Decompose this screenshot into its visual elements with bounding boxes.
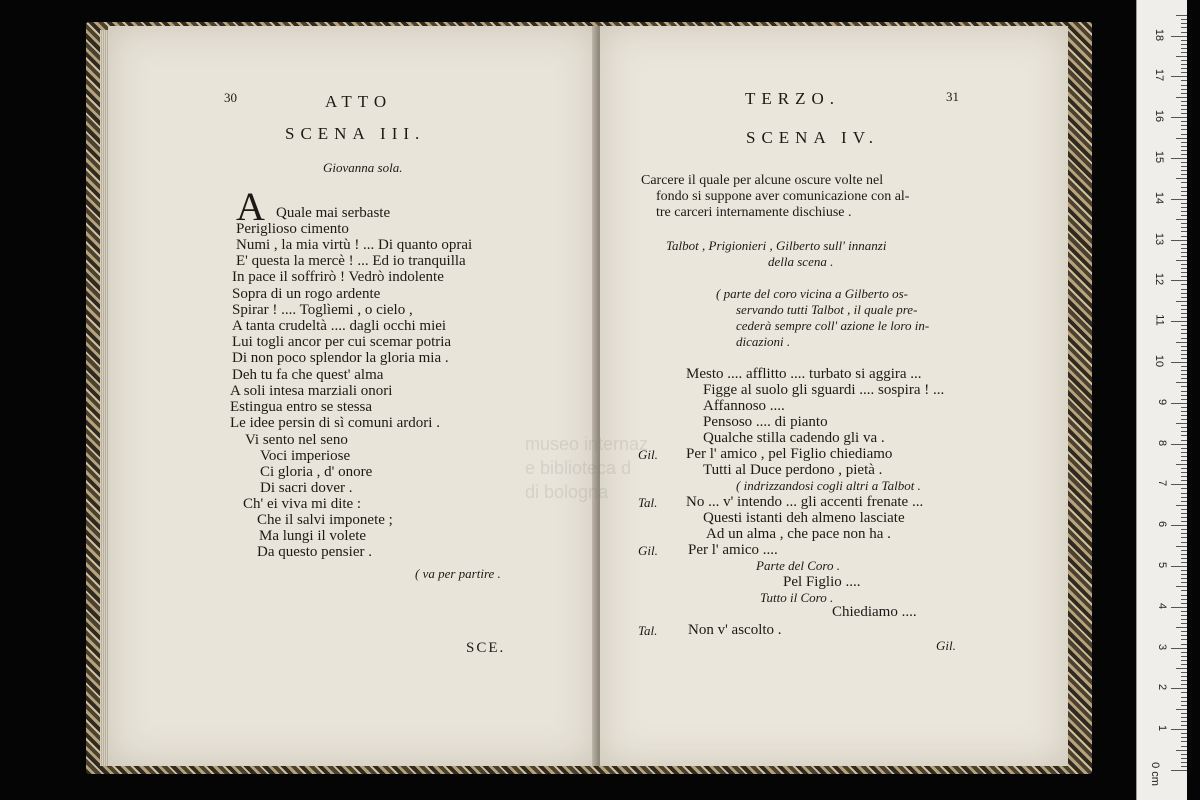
text-line: E' questa la mercè ! ... Ed io tranquilla	[236, 253, 466, 269]
ruler-tick	[1181, 488, 1187, 489]
ruler-tick	[1171, 117, 1187, 118]
ruler-tick	[1181, 378, 1187, 379]
ruler-tick	[1181, 558, 1187, 559]
ruler-number: 5	[1155, 561, 1168, 569]
ruler-number: 17	[1152, 69, 1165, 82]
ruler-tick	[1181, 652, 1187, 653]
ruler-number: 4	[1155, 602, 1168, 609]
ruler-tick	[1181, 746, 1187, 747]
ruler-number: 6	[1155, 521, 1168, 528]
ruler-tick	[1181, 244, 1187, 245]
right-running-header: TERZO.	[745, 89, 841, 108]
ruler-tick	[1181, 599, 1187, 600]
ruler-tick	[1171, 566, 1187, 567]
ruler-tick	[1181, 182, 1187, 183]
ruler-tick	[1181, 395, 1187, 396]
dialogue-text: Tutti al Duce perdono , pietà .	[703, 462, 883, 478]
ruler-tick	[1181, 513, 1187, 514]
ruler-tick	[1181, 80, 1187, 81]
dialogue-text: Per l' amico ....	[688, 542, 778, 558]
left-scene-title: SCENA III.	[285, 124, 426, 143]
ruler-tick	[1181, 717, 1187, 718]
ruler-tick	[1176, 138, 1187, 139]
text-line: Deh tu fa che quest' alma	[232, 367, 384, 383]
dialogue-text: Chiediamo ....	[832, 604, 917, 620]
drop-cap: A	[236, 184, 265, 229]
ruler-tick	[1181, 635, 1187, 636]
ruler-tick	[1181, 713, 1187, 714]
ruler-tick	[1181, 684, 1187, 685]
ruler-tick	[1181, 227, 1187, 228]
ruler-tick	[1181, 93, 1187, 94]
ruler-tick	[1181, 737, 1187, 738]
ruler-tick	[1181, 105, 1187, 106]
setting-line: Carcere il quale per alcune oscure volte nel	[641, 173, 884, 188]
ruler-tick	[1181, 333, 1187, 334]
ruler-tick	[1181, 121, 1187, 122]
ruler-tick	[1181, 313, 1187, 314]
ruler-tick	[1181, 252, 1187, 253]
ruler-tick	[1181, 309, 1187, 310]
ruler-tick	[1176, 342, 1187, 343]
ruler-number: 3	[1155, 643, 1168, 650]
watermark-line: di bologna	[525, 482, 609, 502]
ruler-tick	[1181, 407, 1187, 408]
ruler-tick	[1181, 501, 1187, 502]
ruler-tick	[1181, 162, 1187, 163]
ruler-tick	[1181, 276, 1187, 277]
left-stage-direction: ( va per partire .	[415, 566, 501, 581]
speaker-label: Gil.	[638, 543, 658, 558]
ruler-tick	[1176, 56, 1187, 57]
ruler-tick	[1181, 89, 1187, 90]
ruler-number: 9	[1155, 398, 1168, 405]
ruler-tick	[1181, 603, 1187, 604]
left-first-line: Quale mai serbaste	[276, 205, 391, 221]
ruler-tick	[1181, 68, 1187, 69]
ruler-tick	[1181, 146, 1187, 147]
ruler-tick	[1181, 639, 1187, 640]
ruler-tick	[1181, 329, 1187, 330]
ruler-tick	[1171, 525, 1187, 526]
verse-line: Vi sento nel seno	[245, 432, 348, 448]
ruler-tick	[1181, 537, 1187, 538]
ruler-tick	[1181, 44, 1187, 45]
ruler-tick	[1181, 692, 1187, 693]
direction-line: servando tutti Talbot , il quale pre-	[736, 302, 918, 317]
text-line: Estingua entro se stessa	[230, 399, 373, 415]
ruler-tick	[1181, 415, 1187, 416]
ruler-tick	[1171, 607, 1187, 608]
ruler-tick	[1181, 60, 1187, 61]
ruler-tick	[1181, 187, 1187, 188]
right-page-number: 31	[946, 89, 959, 104]
ruler-tick	[1181, 452, 1187, 453]
museum-watermark	[525, 432, 648, 504]
ruler-tick	[1171, 76, 1187, 77]
ruler-tick	[1181, 431, 1187, 432]
ruler-tick	[1176, 668, 1187, 669]
ruler-tick	[1176, 464, 1187, 465]
ruler-number: 10	[1152, 354, 1165, 368]
ruler-tick	[1181, 676, 1187, 677]
watermark-line: e biblioteca d	[525, 458, 632, 478]
ruler-tick	[1181, 236, 1187, 237]
ruler-number: 16	[1152, 110, 1165, 123]
ruler-tick	[1181, 223, 1187, 224]
speaker-label: Tal.	[638, 495, 658, 510]
ruler-tick	[1181, 595, 1187, 596]
ruler-number: 13	[1152, 232, 1165, 245]
verse-line: Da questo pensier .	[257, 544, 372, 560]
ruler-tick	[1181, 460, 1187, 461]
ruler-tick	[1181, 150, 1187, 151]
ruler-tick	[1181, 125, 1187, 126]
ruler-tick	[1181, 27, 1187, 28]
ruler-tick	[1181, 664, 1187, 665]
ruler-tick	[1181, 468, 1187, 469]
ruler-tick	[1181, 448, 1187, 449]
ruler-tick	[1171, 770, 1187, 771]
ruler-tick	[1181, 129, 1187, 130]
text-line: Di non poco splendor la gloria mia .	[232, 350, 449, 366]
ruler-tick	[1181, 338, 1187, 339]
ruler-tick	[1181, 472, 1187, 473]
dialogue-text: Per l' amico , pel Figlio chiediamo	[686, 446, 893, 462]
ruler-tick	[1181, 358, 1187, 359]
ruler-tick	[1181, 427, 1187, 428]
ruler-tick	[1181, 631, 1187, 632]
dialogue-text: Non v' ascolto .	[688, 622, 782, 638]
ruler-tick	[1181, 101, 1187, 102]
verse-line: Di sacri dover .	[260, 480, 353, 496]
text-line: A tanta crudeltà .... dagli occhi miei	[232, 318, 447, 334]
ruler-tick	[1181, 582, 1187, 583]
chorus-label: Parte del Coro .	[756, 558, 841, 573]
ruler-unit: 0 cm	[1149, 762, 1162, 786]
ruler-tick	[1181, 113, 1187, 114]
ruler-tick	[1181, 191, 1187, 192]
ruler-tick	[1181, 623, 1187, 624]
ruler-tick	[1181, 733, 1187, 734]
dialogue-text: Ad un alma , che pace non ha .	[706, 526, 891, 542]
text-line: Periglioso cimento	[236, 221, 349, 237]
ruler-tick	[1181, 325, 1187, 326]
ruler-tick	[1176, 15, 1187, 16]
ruler-tick	[1181, 23, 1187, 24]
ruler-tick	[1181, 542, 1187, 543]
ruler-tick	[1181, 272, 1187, 273]
measurement-ruler	[1136, 0, 1187, 800]
ruler-tick	[1181, 72, 1187, 73]
ruler-tick	[1181, 19, 1187, 20]
ruler-tick	[1181, 493, 1187, 494]
ruler-number: 15	[1152, 150, 1165, 164]
ruler-tick	[1181, 346, 1187, 347]
dialogue-text: Affannoso ....	[703, 398, 785, 414]
ruler-tick	[1181, 248, 1187, 249]
verse-line: Che il salvi imponete ;	[257, 512, 393, 528]
left-catchword: SCE.	[466, 640, 506, 656]
ruler-tick	[1181, 562, 1187, 563]
ruler-tick	[1176, 301, 1187, 302]
ruler-tick	[1181, 166, 1187, 167]
ruler-tick	[1171, 403, 1187, 404]
ruler-tick	[1171, 321, 1187, 322]
ruler-tick	[1181, 701, 1187, 702]
direction-line: ( parte del coro vicina a Gilberto os-	[716, 286, 908, 301]
ruler-tick	[1181, 550, 1187, 551]
ruler-tick	[1181, 529, 1187, 530]
ruler-tick	[1176, 546, 1187, 547]
ruler-tick	[1181, 590, 1187, 591]
ruler-tick	[1171, 444, 1187, 445]
dialogue-text: Figge al suolo gli sguardi .... sospira ! ...	[703, 382, 945, 398]
ruler-tick	[1181, 754, 1187, 755]
ruler-tick	[1181, 725, 1187, 726]
ruler-tick	[1181, 142, 1187, 143]
ruler-tick	[1176, 382, 1187, 383]
ruler-tick	[1181, 195, 1187, 196]
ruler-tick	[1171, 199, 1187, 200]
dialogue-text: No ... v' intendo ... gli accenti frenate ...	[686, 494, 924, 510]
ruler-tick	[1181, 32, 1187, 33]
left-scene-subtitle: Giovanna sola.	[323, 160, 403, 175]
text-line: Le idee persin di sì comuni ardori .	[230, 415, 440, 431]
verse-line: Voci imperiose	[260, 448, 351, 464]
ruler-tick	[1181, 521, 1187, 522]
ruler-number: 2	[1155, 684, 1168, 691]
ruler-tick	[1181, 456, 1187, 457]
ruler-tick	[1181, 697, 1187, 698]
ruler-tick	[1181, 570, 1187, 571]
ruler-number: 11	[1153, 314, 1166, 326]
characters-line: Talbot , Prigionieri , Gilberto sull' innanzi	[666, 238, 887, 253]
text-line: Numi , la mia virtù ! ... Di quanto oprai	[236, 237, 473, 253]
dialogue-text: Questi istanti deh almeno lasciate	[703, 510, 905, 526]
text-line: A soli intesa marziali onori	[230, 383, 393, 399]
ruler-tick	[1181, 762, 1187, 763]
ruler-tick	[1181, 497, 1187, 498]
speaker-label: Tal.	[638, 623, 658, 638]
ruler-tick	[1181, 411, 1187, 412]
ruler-tick	[1181, 350, 1187, 351]
setting-line: tre carceri internamente dischiuse .	[656, 205, 852, 220]
dialogue-text: Pel Figlio ....	[783, 574, 861, 590]
ruler-tick	[1181, 741, 1187, 742]
ruler-tick	[1181, 370, 1187, 371]
ruler-tick	[1171, 688, 1187, 689]
ruler-tick	[1181, 480, 1187, 481]
ruler-tick	[1181, 215, 1187, 216]
ruler-tick	[1176, 709, 1187, 710]
ruler-tick	[1181, 366, 1187, 367]
ruler-tick	[1181, 615, 1187, 616]
ruler-tick	[1176, 586, 1187, 587]
ruler-tick	[1181, 721, 1187, 722]
ruler-number: 7	[1155, 480, 1168, 487]
ruler-tick	[1181, 231, 1187, 232]
left-running-header: ATTO	[325, 92, 393, 111]
ruler-tick	[1176, 178, 1187, 179]
ruler-tick	[1181, 619, 1187, 620]
ruler-tick	[1181, 386, 1187, 387]
speaker-label: Gil.	[638, 447, 658, 462]
ruler-tick	[1181, 256, 1187, 257]
ruler-tick	[1181, 297, 1187, 298]
ruler-tick	[1176, 260, 1187, 261]
ruler-tick	[1181, 554, 1187, 555]
ruler-tick	[1181, 289, 1187, 290]
setting-line: fondo si suppone aver comunicazione con al-	[656, 189, 910, 204]
ruler-tick	[1181, 766, 1187, 767]
ruler-tick	[1176, 627, 1187, 628]
left-page-number: 30	[224, 90, 237, 105]
ruler-number: 8	[1155, 439, 1168, 446]
ruler-tick	[1181, 48, 1187, 49]
ruler-tick	[1181, 109, 1187, 110]
ruler-tick	[1181, 52, 1187, 53]
ruler-tick	[1176, 219, 1187, 220]
ruler-number: 1	[1155, 725, 1168, 732]
ruler-tick	[1181, 264, 1187, 265]
ruler-tick	[1181, 134, 1187, 135]
ruler-tick	[1176, 423, 1187, 424]
ruler-tick	[1181, 211, 1187, 212]
ruler-tick	[1181, 509, 1187, 510]
verse-line: Ma lungi il volete	[259, 528, 367, 544]
ruler-tick	[1181, 705, 1187, 706]
ruler-tick	[1181, 207, 1187, 208]
ruler-tick	[1171, 362, 1187, 363]
ruler-tick	[1181, 440, 1187, 441]
ruler-tick	[1181, 517, 1187, 518]
ruler-tick	[1171, 729, 1187, 730]
ruler-tick	[1181, 268, 1187, 269]
dialogue-text: Mesto .... afflitto .... turbato si aggira ...	[686, 366, 922, 382]
ruler-tick	[1181, 435, 1187, 436]
ruler-tick	[1181, 680, 1187, 681]
characters-line: della scena .	[768, 254, 834, 269]
ruler-tick	[1181, 574, 1187, 575]
ruler-tick	[1181, 578, 1187, 579]
ruler-tick	[1181, 660, 1187, 661]
ruler-tick	[1181, 399, 1187, 400]
ruler-tick	[1181, 293, 1187, 294]
ruler-tick	[1181, 40, 1187, 41]
text-line: Lui togli ancor per cui scemar potria	[232, 334, 452, 350]
verse-line: Ch' ei viva mi dite :	[243, 496, 362, 512]
ruler-tick	[1181, 533, 1187, 534]
ruler-tick	[1181, 64, 1187, 65]
ruler-tick	[1181, 374, 1187, 375]
direction-line: dicazioni .	[736, 334, 791, 349]
right-catchword: Gil.	[936, 638, 956, 653]
ruler-tick	[1181, 85, 1187, 86]
ruler-tick	[1181, 758, 1187, 759]
verse-line: Ci gloria , d' onore	[260, 464, 373, 480]
ruler-tick	[1171, 648, 1187, 649]
ruler-tick	[1181, 476, 1187, 477]
ruler-tick	[1171, 484, 1187, 485]
ruler-tick	[1181, 644, 1187, 645]
dialogue-text: Pensoso .... di pianto	[703, 414, 828, 430]
ruler-tick	[1181, 611, 1187, 612]
ruler-tick	[1181, 170, 1187, 171]
ruler-number: 12	[1152, 273, 1165, 286]
text-line: Sopra di un rogo ardente	[232, 286, 381, 302]
direction-line: cederà sempre coll' azione le loro in-	[736, 318, 930, 333]
ruler-number: 14	[1152, 191, 1165, 204]
ruler-tick	[1181, 419, 1187, 420]
ruler-tick	[1181, 672, 1187, 673]
dialogue-text: Qualche stilla cadendo gli va .	[703, 430, 885, 446]
ruler-tick	[1171, 280, 1187, 281]
watermark-line: museo internaz	[525, 434, 649, 454]
ruler-tick	[1181, 203, 1187, 204]
ruler-tick	[1181, 174, 1187, 175]
right-scene-title: SCENA IV.	[746, 128, 880, 147]
ruler-tick	[1171, 158, 1187, 159]
ruler-tick	[1171, 36, 1187, 37]
ruler-tick	[1181, 284, 1187, 285]
ruler-tick	[1176, 97, 1187, 98]
chorus-label: Tutto il Coro .	[760, 590, 834, 605]
ruler-tick	[1171, 240, 1187, 241]
ruler-tick	[1176, 750, 1187, 751]
ruler-tick	[1176, 505, 1187, 506]
ruler-number: 18	[1152, 28, 1165, 41]
ruler-tick	[1181, 656, 1187, 657]
stage-direction: ( indrizzandosi cogli altri a Talbot .	[736, 478, 921, 493]
text-line: In pace il soffrirò ! Vedrò indolente	[232, 269, 444, 285]
ruler-tick	[1181, 391, 1187, 392]
text-line: Spirar ! .... Toglìemi , o cielo ,	[232, 302, 413, 318]
ruler-tick	[1181, 317, 1187, 318]
ruler-tick	[1181, 154, 1187, 155]
ruler-tick	[1181, 354, 1187, 355]
ruler-tick	[1181, 305, 1187, 306]
